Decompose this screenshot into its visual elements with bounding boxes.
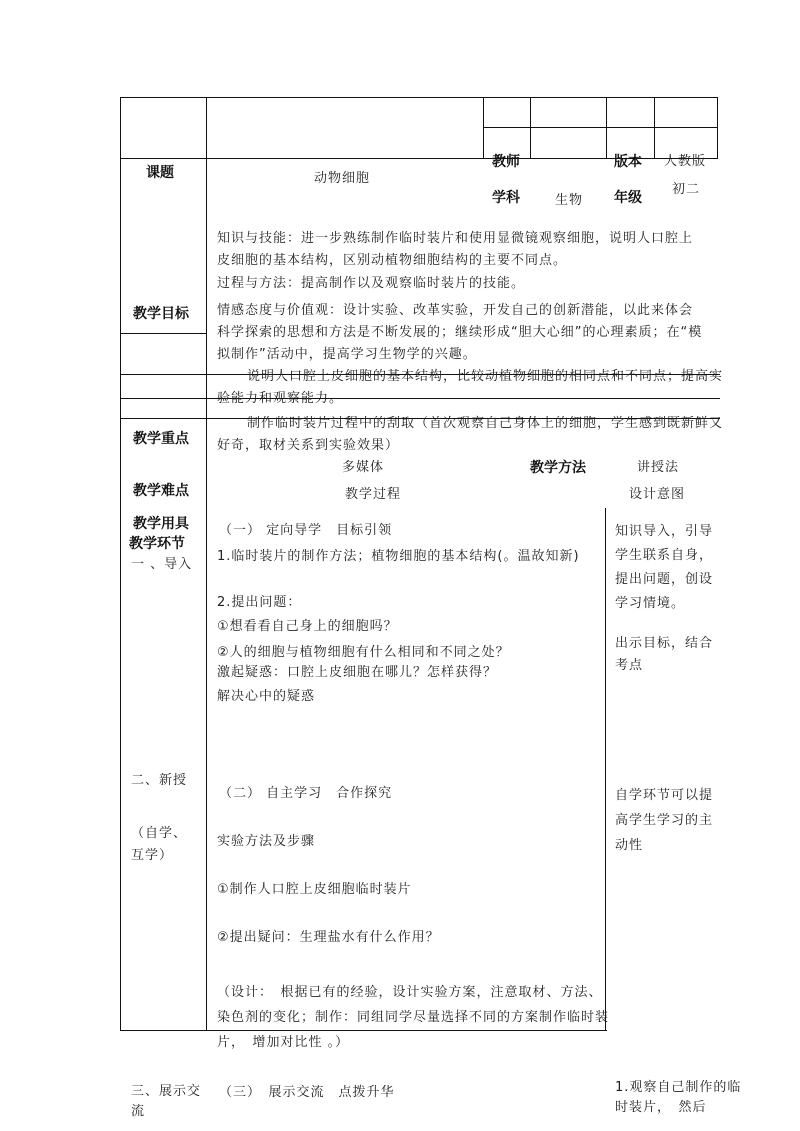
- row-divider: [483, 127, 718, 128]
- subject-label: 学科: [492, 190, 520, 206]
- difficulty-label: 教学难点: [133, 483, 189, 499]
- column-divider: [206, 97, 207, 1031]
- teacher-label: 教师: [492, 154, 520, 170]
- goal-knowledge: 知识与技能：进一步熟练制作临时装片和使用显微镜观察细胞，说明人口腔上皮细胞的基本结构，区别动植物细胞结构的主要不同点。: [217, 231, 694, 268]
- stage2-line1: 实验方法及步骤: [217, 834, 316, 849]
- key-point-label: 教学重点: [133, 431, 189, 447]
- process-label: 教学过程: [345, 487, 402, 502]
- column-divider: [606, 97, 607, 158]
- stage-label: 教学环节: [129, 536, 185, 552]
- column-divider: [654, 97, 655, 158]
- grade-label: 年级: [614, 190, 642, 206]
- stage1-line5: 激起疑惑：口腔上皮细胞在哪儿？怎样获得？: [217, 665, 498, 680]
- table-border-left: [120, 97, 121, 1031]
- column-divider: [483, 97, 484, 158]
- stage3-label: 三、展示交流: [131, 1084, 202, 1119]
- tools-label: 教学用具: [133, 516, 189, 532]
- topic-value: 动物细胞: [314, 171, 371, 186]
- stage2-line4: （设计： 根据已有的经验，设计实验方案，注意取材、方法、 染色剂的变化；制作：同组同学尽量选择不同的方案制作临时装片， 增加对比性 。）: [217, 985, 611, 1050]
- stage2-title: （二） 自主学习 合作探究: [219, 786, 393, 801]
- tools-value: 多媒体: [342, 460, 385, 475]
- intent-label: 设计意图: [629, 487, 686, 502]
- stage1-line3: ①想看看自己身上的细胞吗？: [217, 619, 398, 634]
- stage2-sub-label: （自学、互学）: [131, 826, 188, 863]
- stage1-label: 一 、导入: [131, 557, 193, 572]
- difficulty-text: 制作临时装片过程中的刮取（首次观察自己身体上的细胞，学生感到既新鲜又好奇，取材关系到实验效果）: [217, 416, 724, 453]
- goal-process: 过程与方法：提高制作以及观察临时装片的技能。: [217, 276, 526, 291]
- stage3-title: （三） 展示交流 点拨升华: [219, 1085, 395, 1100]
- version-label: 版本: [614, 154, 642, 170]
- stage2-line3: ②提出疑问：生理盐水有什么作用？: [217, 930, 440, 945]
- subject-value: 生物: [555, 193, 584, 208]
- stage2-line2: ①制作人口腔上皮细胞临时装片: [217, 882, 412, 897]
- stage1-line1: 1.临时装片的制作方法；植物细胞的基本结构(。温故知新): [217, 549, 580, 564]
- stage2-intent: 自学环节可以提高学生学习的主动性: [615, 788, 714, 853]
- version-value: 人教版: [664, 154, 707, 169]
- goals-label: 教学目标: [133, 306, 189, 322]
- method-value: 讲授法: [637, 460, 680, 475]
- stage1-line4: ②人的细胞与植物细胞有什么相同和不同之处？: [217, 645, 510, 660]
- goal-emotion: 情感态度与价值观：设计实验、改革实验，开发自己的创新潜能，以此来体会科学探索的思想和方法是不断发展的；继续形成“胆大心细”的心理素质；在“模拟制作”活动中，提高学习生物学的兴趣。: [217, 303, 703, 362]
- column-divider: [605, 508, 606, 1031]
- stage1-intent-a: 知识导入，引导学生联系自身，提出问题，创设学习情境。: [615, 524, 714, 611]
- table-border-right: [717, 97, 718, 158]
- method-label: 教学方法: [530, 460, 586, 476]
- table-border-top: [120, 97, 718, 98]
- key-point-text: 说明人口腔上皮细胞的基本结构，比较动植物细胞的相同点和不同点；提高实验能力和观察能力。: [217, 369, 724, 406]
- stage3-intent: 1.观察自己制作的临时装片， 然后: [615, 1080, 742, 1115]
- stage2-label: 二、新授: [131, 773, 188, 788]
- stage1-line2: 2.提出问题：: [217, 595, 302, 610]
- column-divider: [530, 97, 531, 158]
- topic-label: 课题: [146, 165, 174, 181]
- row-divider: [120, 333, 206, 334]
- grade-value: 初二: [672, 182, 701, 197]
- stage1-line6: 解决心中的疑惑: [217, 689, 316, 704]
- stage1-intent-b: 出示目标，结合考点: [615, 636, 714, 673]
- stage1-title: （一） 定向导学 目标引领: [219, 523, 393, 538]
